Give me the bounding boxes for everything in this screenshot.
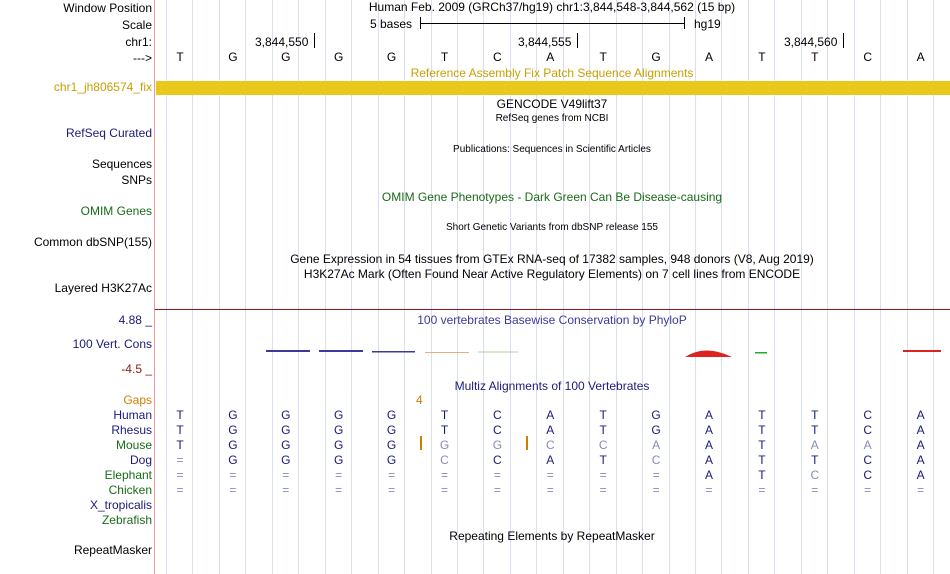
alignment-base: G	[281, 438, 291, 452]
cons-bar	[478, 352, 518, 353]
omim-title: OMIM Gene Phenotypes - Dark Green Can Be Disease-causing	[381, 190, 723, 204]
ruler-tick-label: 3,844,560	[784, 35, 838, 49]
gencode-title: GENCODE V49lift37	[496, 97, 608, 111]
gaps-label: Gaps	[123, 393, 152, 407]
alignment-base: T	[758, 468, 766, 482]
gaps-count: 4	[416, 393, 423, 407]
species-label[interactable]: Zebrafish	[101, 513, 152, 527]
alignment-base: =	[546, 468, 554, 482]
alignment-base: A	[810, 438, 819, 452]
species-label[interactable]: Human	[113, 408, 152, 422]
alignment-base: =	[864, 483, 872, 497]
alignment-base: =	[599, 468, 607, 482]
h3k27-label[interactable]: Layered H3K27Ac	[54, 281, 152, 295]
alignment-base: T	[758, 423, 766, 437]
alignment-base: C	[493, 408, 502, 422]
alignment-base: G	[651, 408, 661, 422]
alignment-base: =	[917, 483, 925, 497]
ruler-tick	[843, 33, 844, 48]
alignment-base: T	[440, 408, 449, 422]
sequence-base: A	[704, 50, 713, 64]
alignment-base: G	[228, 408, 238, 422]
alignment-base: =	[335, 483, 343, 497]
alignment-base: C	[810, 468, 820, 482]
alignment-base: G	[334, 408, 344, 422]
alignment-base: =	[176, 453, 184, 467]
alignment-base: G	[281, 423, 291, 437]
sequence-base: T	[758, 50, 766, 64]
alignment-base: G	[386, 438, 397, 452]
alignment-base: C	[440, 453, 449, 467]
scale-label: Scale	[121, 18, 152, 32]
omim-label[interactable]: OMIM Genes	[80, 204, 152, 218]
alignment-base: =	[440, 468, 448, 482]
alignment-base: =	[388, 483, 396, 497]
dbsnp-title: Short Genetic Variants from dbSNP release 155	[446, 222, 658, 233]
scale-bar-right-tick	[684, 17, 685, 29]
alignment-base: T	[176, 408, 184, 422]
cons-label[interactable]: 100 Vert. Cons	[72, 337, 152, 351]
sequence-base: G	[334, 50, 344, 64]
alignment-base: T	[599, 423, 607, 437]
insertion-marker	[526, 436, 528, 450]
alignment-base: G	[281, 408, 291, 422]
alignment-base: A	[546, 408, 555, 422]
alignment-base: C	[545, 438, 555, 452]
assembly-label: hg19	[694, 17, 721, 31]
ruler-tick	[577, 33, 578, 48]
alignment-base: G	[281, 453, 291, 467]
alignment-base: C	[651, 453, 661, 467]
alignment-base: =	[758, 483, 766, 497]
cons-bar	[425, 352, 469, 353]
sequence-base: G	[281, 50, 291, 64]
species-label[interactable]: X_tropicalis	[89, 498, 152, 512]
alignment-base: =	[229, 483, 237, 497]
scale-text: 5 bases	[370, 17, 413, 31]
alignment-base: G	[334, 453, 344, 467]
species-label[interactable]: Elephant	[104, 468, 152, 482]
scale-bar-left-tick	[420, 17, 421, 29]
ruler-tick	[314, 33, 315, 48]
cons-max-label: 4.88 _	[118, 313, 152, 327]
alignment-base: C	[863, 423, 873, 437]
dbsnp-label[interactable]: Common dbSNP(155)	[33, 235, 152, 249]
alignment-base: C	[493, 453, 502, 467]
sequence-base: A	[916, 50, 925, 64]
publications-title: Publications: Sequences in Scientific Articles	[453, 144, 651, 155]
scale-bar	[420, 23, 684, 24]
sequence-base: T	[599, 50, 607, 64]
alignment-base: T	[176, 438, 184, 452]
alignment-base: =	[599, 483, 607, 497]
alignment-base: A	[916, 408, 925, 422]
alignment-base: G	[334, 423, 344, 437]
sequence-base: T	[176, 50, 184, 64]
alignment-base: C	[493, 423, 502, 437]
species-label[interactable]: Dog	[129, 453, 152, 467]
sequence-base: G	[228, 50, 238, 64]
species-label[interactable]: Mouse	[115, 438, 152, 452]
alignment-base: =	[440, 483, 448, 497]
ruler-tick-label: 3,844,550	[255, 35, 309, 49]
alignment-base: G	[651, 423, 661, 437]
chrom-label: chr1:	[125, 35, 152, 49]
fix-patch-title: Reference Assembly Fix Patch Sequence Alignments	[410, 66, 694, 80]
alignment-base: G	[439, 438, 450, 452]
position-title: Human Feb. 2009 (GRCh37/hg19) chr1:3,844,548-3,844,562 (15 bp)	[368, 0, 736, 14]
alignment-base: T	[599, 408, 607, 422]
alignment-base: A	[546, 423, 555, 437]
cons-bar	[372, 351, 415, 353]
alignment-base: T	[176, 423, 184, 437]
alignment-base: A	[704, 468, 713, 482]
alignment-base: C	[863, 453, 873, 467]
alignment-base: A	[916, 468, 925, 482]
alignment-base: A	[546, 453, 555, 467]
alignment-base: A	[916, 423, 925, 437]
alignment-base: T	[811, 453, 819, 467]
sequence-base: G	[651, 50, 661, 64]
strand-arrow-label: --->	[133, 51, 152, 65]
alignment-base: T	[758, 408, 766, 422]
fix-patch-feature[interactable]	[156, 81, 950, 95]
alignment-base: =	[176, 483, 184, 497]
alignment-base: A	[916, 438, 925, 452]
alignment-base: T	[758, 438, 766, 452]
alignment-base: G	[228, 423, 238, 437]
alignment-base: T	[811, 408, 819, 422]
alignment-base: G	[228, 453, 238, 467]
repeatmasker-label[interactable]: RepeatMasker	[73, 543, 152, 557]
sequence-base: T	[440, 50, 449, 64]
alignment-base: A	[704, 453, 713, 467]
alignment-base: C	[863, 408, 873, 422]
track-left-border	[154, 0, 155, 574]
cons-min-label: -4.5 _	[121, 362, 152, 376]
sequence-base: C	[493, 50, 502, 64]
alignment-base: C	[863, 468, 873, 482]
alignment-base: A	[704, 408, 713, 422]
repeat-title: Repeating Elements by RepeatMasker	[449, 529, 655, 543]
sequences-label[interactable]: Sequences	[91, 157, 152, 171]
alignment-base: =	[176, 468, 184, 482]
window-position-label: Window Position	[63, 1, 152, 15]
alignment-base: G	[492, 438, 503, 452]
alignment-base: =	[388, 468, 396, 482]
insertion-marker	[420, 436, 422, 450]
alignment-base: =	[282, 483, 290, 497]
alignment-base: =	[493, 483, 501, 497]
cons-bar	[266, 350, 310, 352]
alignment-base: =	[335, 468, 343, 482]
cons-peak	[685, 351, 732, 358]
alignment-base: G	[386, 453, 397, 467]
cons-separator	[155, 309, 950, 310]
alignment-base: A	[652, 438, 661, 452]
ruler-tick-label: 3,844,555	[518, 35, 572, 49]
cons-title: 100 vertebrates Basewise Conservation by PhyloP	[417, 313, 687, 327]
alignment-base: =	[705, 483, 713, 497]
sequence-base: A	[546, 50, 555, 64]
alignment-base: =	[229, 468, 237, 482]
cons-bar	[319, 350, 363, 352]
fix-patch-label[interactable]: chr1_jh806574_fix	[53, 80, 152, 94]
cons-bar	[903, 350, 941, 352]
multiz-title: Multiz Alignments of 100 Vertebrates	[454, 379, 650, 393]
cons-plot[interactable]	[155, 340, 950, 364]
alignment-base: G	[386, 408, 397, 422]
h3k27-title: H3K27Ac Mark (Often Found Near Active Regulatory Elements) on 7 cell lines from ENCODE	[303, 267, 801, 281]
refseq-label[interactable]: RefSeq Curated	[65, 126, 152, 140]
alignment-base: T	[811, 423, 819, 437]
alignment-base: =	[282, 468, 290, 482]
alignment-base: G	[228, 438, 238, 452]
sequence-base: T	[811, 50, 819, 64]
alignment-base: G	[334, 438, 344, 452]
species-label[interactable]: Rhesus	[111, 423, 152, 437]
alignment-base: T	[599, 453, 607, 467]
snps-label[interactable]: SNPs	[121, 173, 152, 187]
cons-bar	[755, 352, 767, 354]
sequence-base: C	[863, 50, 873, 64]
alignment-base: A	[916, 453, 925, 467]
gtex-title: Gene Expression in 54 tissues from GTEx RNA-seq of 17382 samples, 948 donors (V8, Aug 2019)	[290, 252, 814, 266]
alignment-base: =	[811, 483, 819, 497]
alignment-base: A	[704, 438, 713, 452]
alignment-base: =	[493, 468, 501, 482]
alignment-base: C	[598, 438, 608, 452]
alignment-base: T	[440, 423, 449, 437]
alignment-base: =	[652, 483, 660, 497]
species-label[interactable]: Chicken	[108, 483, 152, 497]
alignment-base: G	[386, 423, 397, 437]
alignment-base: =	[546, 483, 554, 497]
alignment-base: A	[863, 438, 872, 452]
refseq-title: RefSeq genes from NCBI	[495, 113, 609, 124]
alignment-base: =	[652, 468, 660, 482]
sequence-base: G	[386, 50, 397, 64]
alignment-base: A	[704, 423, 713, 437]
alignment-base: T	[758, 453, 766, 467]
